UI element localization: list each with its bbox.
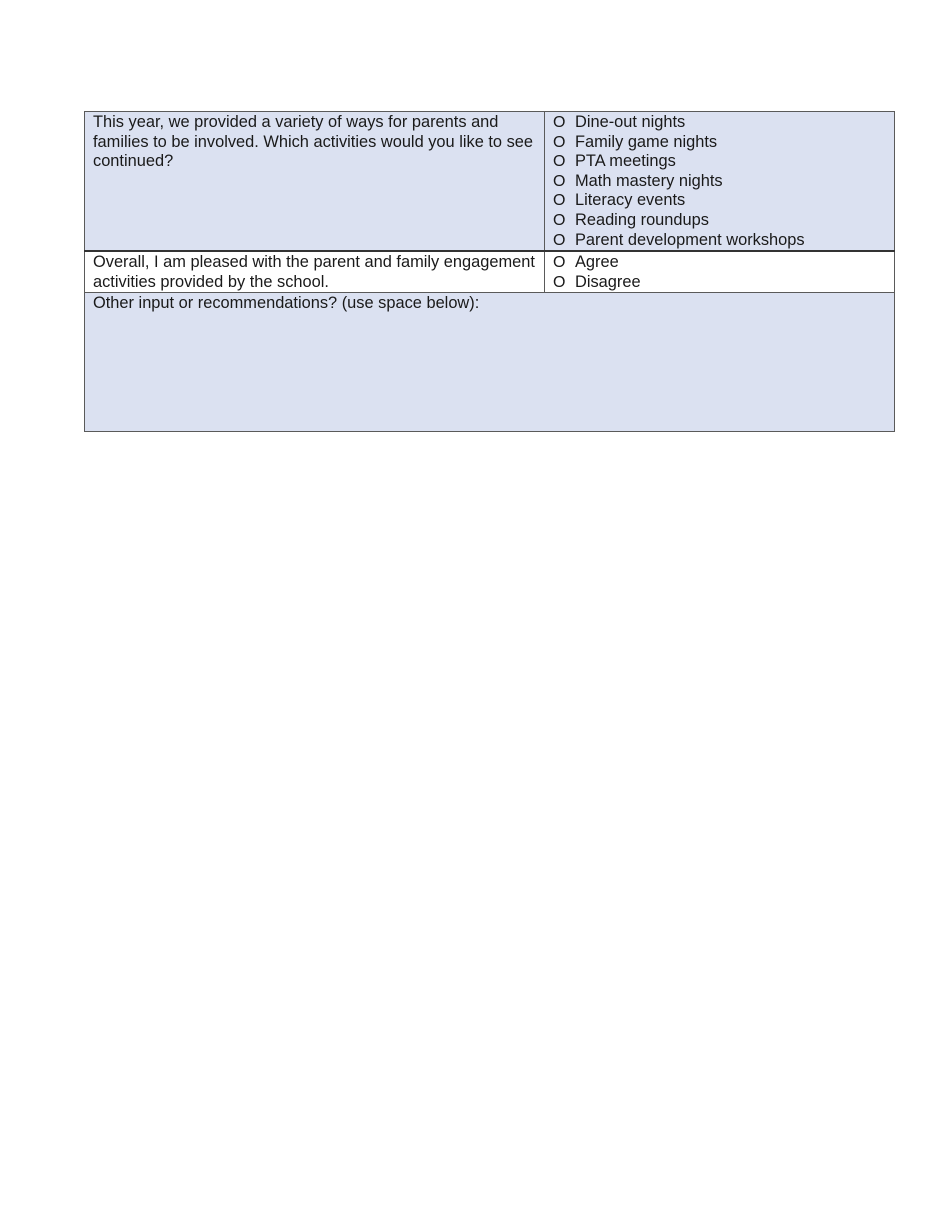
recommendations-area[interactable]: [85, 293, 895, 432]
option-label: Family game nights: [575, 132, 718, 151]
option-label: Agree: [575, 253, 619, 272]
activities-option-list: [553, 113, 886, 250]
recommendations-prompt: Other input or recommendations? (use space below):: [93, 294, 480, 313]
radio-circle-icon[interactable]: O: [553, 153, 566, 171]
survey-table: [84, 111, 895, 432]
option-label: Math mastery nights: [575, 171, 723, 190]
satisfaction-question: Overall, I am pleased with the parent and family engagement activities provided by the school.: [85, 251, 545, 293]
option-disagree[interactable]: [553, 273, 886, 293]
activities-question: This year, we provided a variety of ways for parents and families to be involved. Which activities would you like to see continued?: [85, 112, 545, 252]
radio-circle-icon[interactable]: O: [553, 133, 566, 151]
radio-circle-icon[interactable]: O: [553, 172, 566, 190]
option-literacy-events[interactable]: [553, 191, 886, 211]
option-label: Parent development workshops: [575, 230, 805, 249]
radio-circle-icon[interactable]: O: [553, 192, 566, 210]
radio-circle-icon[interactable]: O: [553, 273, 566, 291]
option-label: Reading roundups: [575, 210, 709, 229]
satisfaction-options: [545, 251, 895, 293]
radio-circle-icon[interactable]: O: [553, 211, 566, 229]
option-label: Dine-out nights: [575, 113, 686, 131]
option-label: Literacy events: [575, 191, 686, 210]
option-math-mastery-nights[interactable]: [553, 172, 886, 192]
input-row: [85, 293, 895, 432]
option-pta-meetings[interactable]: [553, 152, 886, 172]
option-parent-development-workshops[interactable]: [553, 231, 886, 251]
option-agree[interactable]: [553, 253, 886, 273]
option-family-game-nights[interactable]: [553, 133, 886, 153]
activities-row: [85, 112, 895, 252]
radio-circle-icon[interactable]: O: [553, 114, 566, 131]
radio-circle-icon[interactable]: O: [553, 254, 566, 272]
option-dine-out-nights[interactable]: [553, 113, 886, 133]
option-label: Disagree: [575, 272, 641, 291]
option-reading-roundups[interactable]: [553, 211, 886, 231]
option-label: PTA meetings: [575, 152, 676, 171]
satisfaction-row: [85, 251, 895, 293]
activities-options: [545, 112, 895, 252]
radio-circle-icon[interactable]: O: [553, 231, 566, 249]
satisfaction-option-list: [553, 253, 886, 292]
